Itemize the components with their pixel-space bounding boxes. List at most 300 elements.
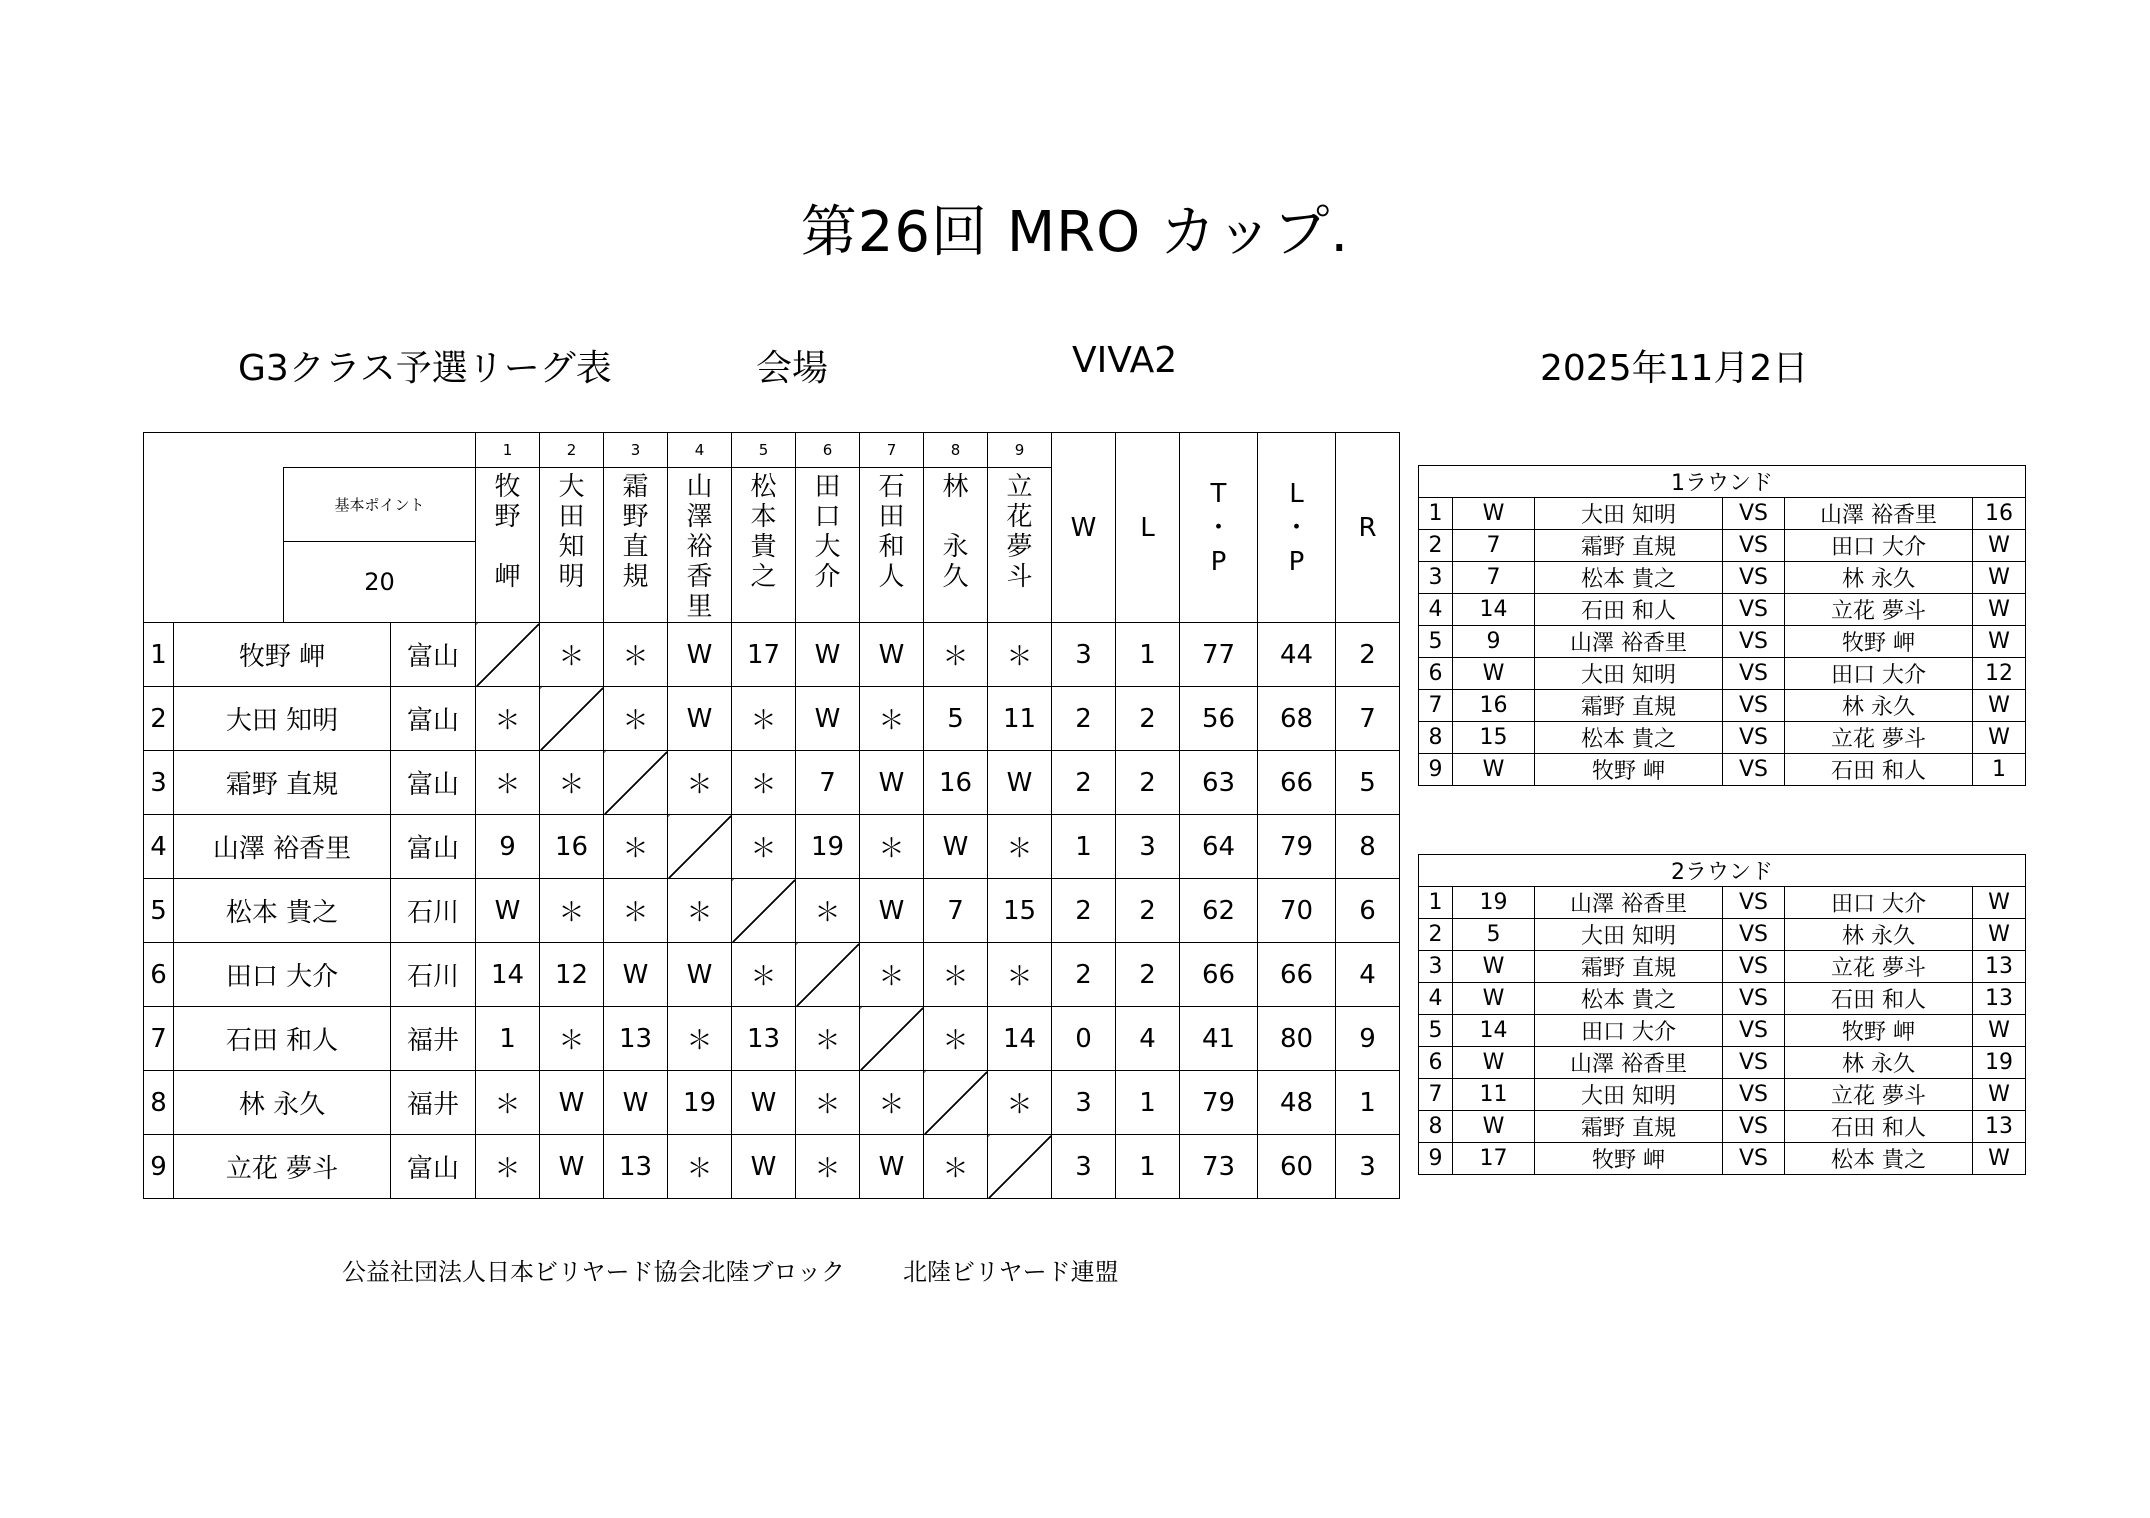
diagonal-cell	[860, 1007, 924, 1071]
name-char: 田	[558, 502, 585, 532]
match-row	[1419, 1047, 2026, 1079]
name-char: 大	[558, 472, 585, 502]
result-cell: W	[604, 1071, 668, 1135]
player-stat-tp: 41	[1180, 1007, 1258, 1071]
result-cell: 16	[924, 751, 988, 815]
right-score: 16	[1973, 498, 2026, 530]
name-char: 裕	[686, 532, 713, 562]
player-name: 山澤 裕香里	[174, 815, 391, 879]
result-cell: W	[668, 623, 732, 687]
result-cell: ＊	[924, 623, 988, 687]
player-name: 立花 夢斗	[174, 1135, 391, 1199]
player-stat-l: 2	[1116, 687, 1180, 751]
left-score: 7	[1453, 562, 1535, 594]
left-score: W	[1453, 1111, 1535, 1143]
result-cell: ＊	[540, 879, 604, 943]
result-cell: ＊	[860, 815, 924, 879]
result-cell: ＊	[988, 1071, 1052, 1135]
player-name: 松本 貴之	[174, 879, 391, 943]
left-score: W	[1453, 983, 1535, 1015]
name-char: 夢	[1006, 532, 1033, 562]
round-title: 2ラウンド	[1419, 855, 2026, 887]
league-table	[143, 432, 1400, 1199]
stat-header-char: P	[1288, 546, 1305, 577]
name-char: 知	[558, 532, 585, 562]
player-stat-w: 2	[1052, 943, 1116, 1007]
right-score: W	[1973, 722, 2026, 754]
player-prefecture: 石川	[391, 943, 476, 1007]
versus-label: VS	[1723, 1079, 1785, 1111]
left-score: W	[1453, 951, 1535, 983]
name-char: 石	[878, 472, 905, 502]
result-cell: ＊	[860, 1071, 924, 1135]
left-player: 牧野 岬	[1535, 1143, 1723, 1175]
stat-header-char: P	[1210, 546, 1227, 577]
player-stat-r: 7	[1336, 687, 1400, 751]
left-score: 17	[1453, 1143, 1535, 1175]
result-cell: 19	[668, 1071, 732, 1135]
column-player-name	[540, 468, 604, 623]
right-score: 12	[1973, 658, 2026, 690]
right-player: 山澤 裕香里	[1785, 498, 1973, 530]
player-row	[144, 687, 1400, 751]
right-player: 石田 和人	[1785, 1111, 1973, 1143]
name-char: 霜	[622, 472, 649, 502]
result-cell: W	[796, 623, 860, 687]
result-cell: W	[924, 815, 988, 879]
player-stat-r: 9	[1336, 1007, 1400, 1071]
column-number: 1	[476, 433, 540, 468]
result-cell: ＊	[924, 1007, 988, 1071]
player-stat-w: 3	[1052, 1135, 1116, 1199]
player-stat-w: 3	[1052, 623, 1116, 687]
name-char: 明	[558, 562, 585, 592]
match-number: 9	[1419, 1143, 1453, 1175]
class-label: G3クラス予選リーグ表	[238, 348, 612, 389]
player-stat-tp: 66	[1180, 943, 1258, 1007]
name-char: 介	[814, 562, 841, 592]
corner-cell	[144, 433, 476, 468]
player-prefecture: 富山	[391, 815, 476, 879]
stat-header-label: W	[1070, 512, 1097, 543]
result-cell: W	[860, 623, 924, 687]
result-cell: 17	[732, 623, 796, 687]
result-cell: ＊	[732, 687, 796, 751]
result-cell: W	[988, 751, 1052, 815]
venue-name: VIVA2	[1072, 340, 1178, 381]
player-stat-lp: 44	[1258, 623, 1336, 687]
name-char: 田	[814, 472, 841, 502]
right-player: 林 永久	[1785, 1047, 1973, 1079]
left-score: 7	[1453, 530, 1535, 562]
name-char: 山	[686, 472, 713, 502]
result-cell: ＊	[988, 623, 1052, 687]
left-player: 松本 貴之	[1535, 562, 1723, 594]
player-stat-w: 1	[1052, 815, 1116, 879]
result-cell: ＊	[668, 1135, 732, 1199]
left-score: W	[1453, 1047, 1535, 1079]
result-cell: W	[796, 687, 860, 751]
result-cell: W	[668, 687, 732, 751]
result-cell: ＊	[860, 687, 924, 751]
left-player: 山澤 裕香里	[1535, 887, 1723, 919]
player-row	[144, 1135, 1400, 1199]
stat-header-label: L	[1140, 512, 1155, 543]
match-number: 1	[1419, 887, 1453, 919]
name-char: 大	[814, 532, 841, 562]
player-stat-l: 1	[1116, 1135, 1180, 1199]
player-row	[144, 815, 1400, 879]
player-stat-r: 2	[1336, 623, 1400, 687]
player-stat-w: 2	[1052, 751, 1116, 815]
match-row	[1419, 1143, 2026, 1175]
player-number: 6	[144, 943, 174, 1007]
left-score: 19	[1453, 887, 1535, 919]
stat-header-lp	[1258, 433, 1336, 623]
match-row	[1419, 498, 2026, 530]
result-cell: W	[732, 1071, 796, 1135]
versus-label: VS	[1723, 1015, 1785, 1047]
stat-header-w	[1052, 433, 1116, 623]
stat-header-tp	[1180, 433, 1258, 623]
result-cell: ＊	[988, 943, 1052, 1007]
round-title-row	[1419, 855, 2026, 887]
match-row	[1419, 658, 2026, 690]
match-row	[1419, 887, 2026, 919]
right-score: 13	[1973, 983, 2026, 1015]
player-stat-lp: 66	[1258, 751, 1336, 815]
name-char: 直	[622, 532, 649, 562]
diagonal-cell	[988, 1135, 1052, 1199]
stat-header-r	[1336, 433, 1400, 623]
right-score: W	[1973, 594, 2026, 626]
name-char: 人	[878, 562, 905, 592]
right-player: 石田 和人	[1785, 983, 1973, 1015]
match-row	[1419, 1111, 2026, 1143]
round-title: 1ラウンド	[1419, 466, 2026, 498]
right-player: 林 永久	[1785, 919, 1973, 951]
left-player: 霜野 直規	[1535, 690, 1723, 722]
player-prefecture: 富山	[391, 1135, 476, 1199]
match-number: 9	[1419, 754, 1453, 786]
player-stat-tp: 73	[1180, 1135, 1258, 1199]
round-2-table	[1418, 854, 2026, 1175]
right-score: W	[1973, 626, 2026, 658]
match-number: 1	[1419, 498, 1453, 530]
right-player: 立花 夢斗	[1785, 594, 1973, 626]
player-number: 9	[144, 1135, 174, 1199]
player-prefecture: 富山	[391, 687, 476, 751]
column-number: 9	[988, 433, 1052, 468]
player-stat-l: 4	[1116, 1007, 1180, 1071]
player-stat-l: 2	[1116, 943, 1180, 1007]
column-player-name	[732, 468, 796, 623]
result-cell: ＊	[668, 1007, 732, 1071]
right-player: 田口 大介	[1785, 658, 1973, 690]
versus-label: VS	[1723, 887, 1785, 919]
name-char: 野	[494, 502, 521, 532]
match-number: 5	[1419, 626, 1453, 658]
left-score: W	[1453, 658, 1535, 690]
player-name: 石田 和人	[174, 1007, 391, 1071]
right-score: W	[1973, 1143, 2026, 1175]
left-player: 大田 知明	[1535, 658, 1723, 690]
player-stat-lp: 68	[1258, 687, 1336, 751]
result-cell: 11	[988, 687, 1052, 751]
result-cell: W	[860, 1135, 924, 1199]
right-player: 石田 和人	[1785, 754, 1973, 786]
match-number: 2	[1419, 530, 1453, 562]
player-stat-w: 3	[1052, 1071, 1116, 1135]
versus-label: VS	[1723, 690, 1785, 722]
name-char: 規	[622, 562, 649, 592]
result-cell: ＊	[476, 687, 540, 751]
player-name: 田口 大介	[174, 943, 391, 1007]
versus-label: VS	[1723, 754, 1785, 786]
column-player-name	[924, 468, 988, 623]
right-score: W	[1973, 887, 2026, 919]
venue-label: 会場	[756, 348, 829, 389]
player-name: 大田 知明	[174, 687, 391, 751]
result-cell: 1	[476, 1007, 540, 1071]
left-player: 大田 知明	[1535, 1079, 1723, 1111]
right-score: W	[1973, 530, 2026, 562]
left-player: 松本 貴之	[1535, 722, 1723, 754]
player-number: 8	[144, 1071, 174, 1135]
result-cell: 5	[924, 687, 988, 751]
versus-label: VS	[1723, 722, 1785, 754]
player-row	[144, 623, 1400, 687]
result-cell: W	[540, 1135, 604, 1199]
diagonal-cell	[476, 623, 540, 687]
name-char: 里	[686, 592, 713, 622]
versus-label: VS	[1723, 626, 1785, 658]
right-player: 立花 夢斗	[1785, 951, 1973, 983]
left-player: 石田 和人	[1535, 594, 1723, 626]
result-cell: ＊	[540, 623, 604, 687]
diagonal-cell	[668, 815, 732, 879]
match-number: 2	[1419, 919, 1453, 951]
right-player: 立花 夢斗	[1785, 722, 1973, 754]
column-number: 4	[668, 433, 732, 468]
versus-label: VS	[1723, 951, 1785, 983]
player-row	[144, 751, 1400, 815]
left-score: 5	[1453, 919, 1535, 951]
result-cell: ＊	[476, 1135, 540, 1199]
result-cell: 14	[988, 1007, 1052, 1071]
right-score: W	[1973, 690, 2026, 722]
base-point-value: 20	[284, 541, 476, 622]
player-stat-r: 6	[1336, 879, 1400, 943]
versus-label: VS	[1723, 1143, 1785, 1175]
versus-label: VS	[1723, 562, 1785, 594]
result-cell: ＊	[604, 623, 668, 687]
player-stat-tp: 63	[1180, 751, 1258, 815]
player-prefecture: 福井	[391, 1071, 476, 1135]
result-cell: 19	[796, 815, 860, 879]
right-score: W	[1973, 1015, 2026, 1047]
diagonal-cell	[796, 943, 860, 1007]
match-row	[1419, 983, 2026, 1015]
name-char: 松	[750, 472, 777, 502]
column-player-name	[988, 468, 1052, 623]
player-stat-r: 1	[1336, 1071, 1400, 1135]
player-name: 牧野 岬	[174, 623, 391, 687]
match-row	[1419, 919, 2026, 951]
player-stat-lp: 60	[1258, 1135, 1336, 1199]
result-cell: ＊	[732, 815, 796, 879]
diagonal-cell	[924, 1071, 988, 1135]
player-stat-l: 3	[1116, 815, 1180, 879]
name-char	[924, 502, 987, 532]
player-stat-lp: 79	[1258, 815, 1336, 879]
match-number: 6	[1419, 658, 1453, 690]
result-cell: 12	[540, 943, 604, 1007]
player-stat-r: 8	[1336, 815, 1400, 879]
player-stat-r: 5	[1336, 751, 1400, 815]
name-char: 田	[878, 502, 905, 532]
stat-header-label: R	[1358, 512, 1377, 543]
page-title: 第26回 MRO カップ.	[800, 200, 1350, 265]
player-stat-tp: 62	[1180, 879, 1258, 943]
player-stat-lp: 48	[1258, 1071, 1336, 1135]
result-cell: W	[604, 943, 668, 1007]
right-player: 田口 大介	[1785, 530, 1973, 562]
result-cell: ＊	[668, 879, 732, 943]
name-char: 貴	[750, 532, 777, 562]
match-number: 3	[1419, 562, 1453, 594]
result-cell: ＊	[924, 1135, 988, 1199]
match-number: 8	[1419, 722, 1453, 754]
result-cell: 9	[476, 815, 540, 879]
name-char: 花	[1006, 502, 1033, 532]
match-row	[1419, 530, 2026, 562]
name-char: 之	[750, 562, 777, 592]
right-score: 19	[1973, 1047, 2026, 1079]
result-cell: 16	[540, 815, 604, 879]
result-cell: 13	[604, 1007, 668, 1071]
right-score: 13	[1973, 951, 2026, 983]
match-row	[1419, 951, 2026, 983]
left-player: 山澤 裕香里	[1535, 626, 1723, 658]
match-number: 7	[1419, 690, 1453, 722]
right-player: 林 永久	[1785, 562, 1973, 594]
diagonal-cell	[604, 751, 668, 815]
player-number: 3	[144, 751, 174, 815]
column-player-name	[668, 468, 732, 623]
left-score: 14	[1453, 594, 1535, 626]
left-player: 霜野 直規	[1535, 951, 1723, 983]
right-player: 田口 大介	[1785, 887, 1973, 919]
name-char: 野	[622, 502, 649, 532]
versus-label: VS	[1723, 1111, 1785, 1143]
column-player-name	[796, 468, 860, 623]
name-char: 林	[942, 472, 969, 502]
match-row	[1419, 1015, 2026, 1047]
left-player: 牧野 岬	[1535, 754, 1723, 786]
player-stat-tp: 77	[1180, 623, 1258, 687]
right-score: W	[1973, 1079, 2026, 1111]
player-stat-w: 2	[1052, 687, 1116, 751]
result-cell: ＊	[924, 943, 988, 1007]
left-player: 田口 大介	[1535, 1015, 1723, 1047]
result-cell: W	[476, 879, 540, 943]
player-name: 霜野 直規	[174, 751, 391, 815]
player-stat-l: 1	[1116, 1071, 1180, 1135]
match-number: 3	[1419, 951, 1453, 983]
versus-label: VS	[1723, 658, 1785, 690]
result-cell: ＊	[732, 943, 796, 1007]
result-cell: W	[732, 1135, 796, 1199]
player-stat-tp: 64	[1180, 815, 1258, 879]
result-cell: ＊	[732, 751, 796, 815]
result-cell: ＊	[796, 1135, 860, 1199]
match-number: 7	[1419, 1079, 1453, 1111]
result-cell: W	[540, 1071, 604, 1135]
stat-header-char: ・	[1205, 512, 1232, 543]
player-stat-l: 1	[1116, 623, 1180, 687]
result-cell: ＊	[796, 1007, 860, 1071]
versus-label: VS	[1723, 530, 1785, 562]
column-player-name	[476, 468, 540, 623]
name-char: 口	[814, 502, 841, 532]
name-char: 久	[942, 562, 969, 592]
result-cell: ＊	[796, 1071, 860, 1135]
left-player: 大田 知明	[1535, 498, 1723, 530]
column-player-name	[604, 468, 668, 623]
diagonal-cell	[732, 879, 796, 943]
round-1-table	[1418, 465, 2026, 786]
player-stat-w: 0	[1052, 1007, 1116, 1071]
player-prefecture: 富山	[391, 751, 476, 815]
column-player-name	[860, 468, 924, 623]
diagonal-cell	[540, 687, 604, 751]
player-stat-r: 3	[1336, 1135, 1400, 1199]
result-cell: ＊	[604, 815, 668, 879]
match-row	[1419, 754, 2026, 786]
spacer-cell	[144, 468, 284, 542]
match-row	[1419, 722, 2026, 754]
result-cell: ＊	[668, 751, 732, 815]
player-name: 林 永久	[174, 1071, 391, 1135]
player-row	[144, 1071, 1400, 1135]
column-number: 5	[732, 433, 796, 468]
stat-header-l	[1116, 433, 1180, 623]
result-cell: ＊	[540, 1007, 604, 1071]
name-char: 立	[1006, 472, 1033, 502]
match-row	[1419, 690, 2026, 722]
player-number: 1	[144, 623, 174, 687]
left-player: 大田 知明	[1535, 919, 1723, 951]
right-player: 牧野 岬	[1785, 1015, 1973, 1047]
versus-label: VS	[1723, 498, 1785, 530]
result-cell: ＊	[988, 815, 1052, 879]
name-char: 本	[750, 502, 777, 532]
result-cell: ＊	[476, 1071, 540, 1135]
player-stat-w: 2	[1052, 879, 1116, 943]
right-score: W	[1973, 562, 2026, 594]
player-row	[144, 943, 1400, 1007]
name-char: 斗	[1006, 562, 1033, 592]
player-number: 7	[144, 1007, 174, 1071]
match-number: 6	[1419, 1047, 1453, 1079]
right-player: 立花 夢斗	[1785, 1079, 1973, 1111]
result-cell: 13	[732, 1007, 796, 1071]
match-row	[1419, 562, 2026, 594]
spacer-cell	[144, 541, 284, 622]
base-point-label: 基本ポイント	[284, 468, 476, 542]
match-number: 4	[1419, 983, 1453, 1015]
